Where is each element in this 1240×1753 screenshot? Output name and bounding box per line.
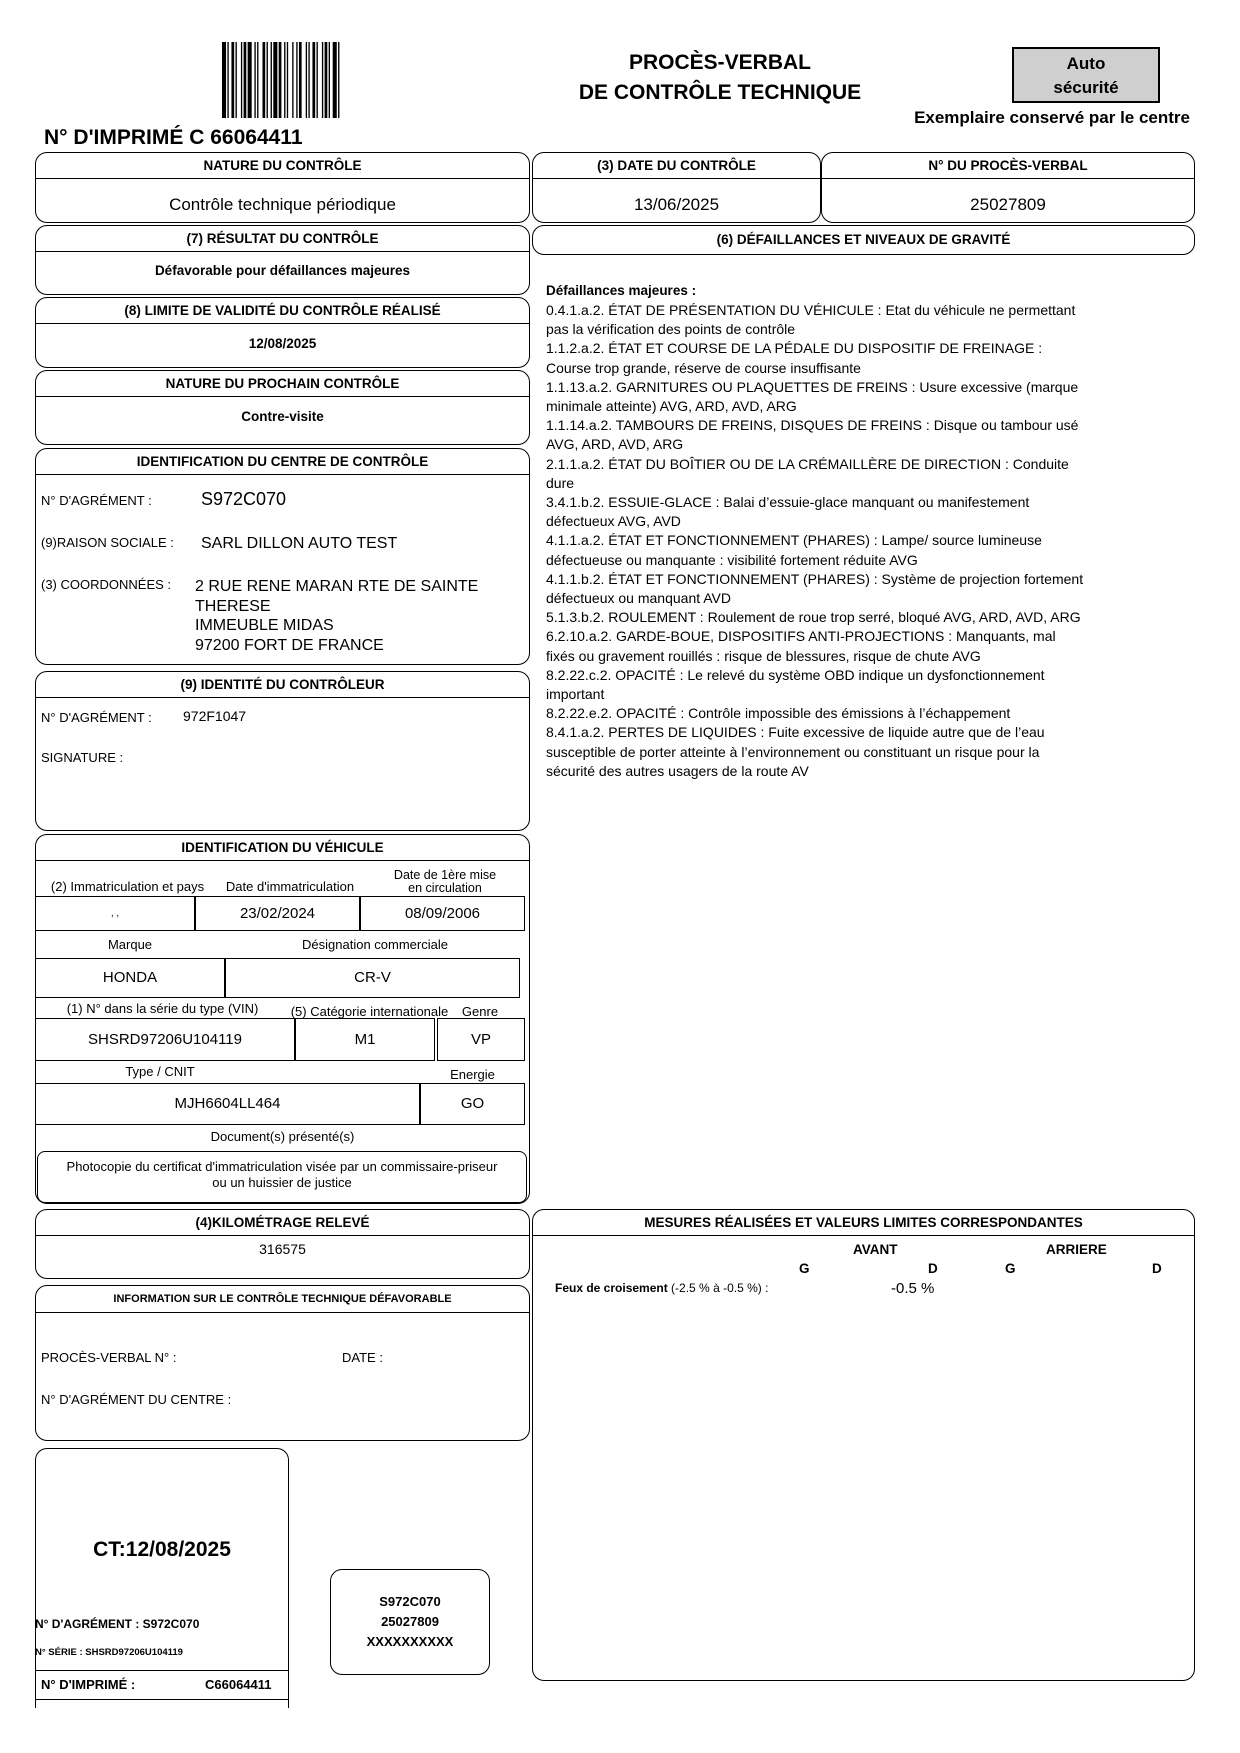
prochain-value: Contre-visite: [241, 409, 324, 424]
docs-line-2: ou un huissier de justice: [212, 1175, 352, 1190]
defaillance-line: défectueuse ou manquante : visibilité fortement réduite AVG: [546, 551, 918, 568]
document-title: [540, 48, 900, 108]
pv-number-value: 25027809: [970, 195, 1046, 214]
coord-line-4: 97200 FORT DE FRANCE: [195, 636, 384, 654]
coord-line-2: THERESE: [195, 597, 271, 615]
mesures-avant: AVANT: [853, 1242, 898, 1257]
defaillance-line: important: [546, 686, 605, 703]
date-controle-box: [532, 152, 821, 223]
controleur-box: [35, 671, 530, 831]
defaillances-list: [546, 301, 1186, 781]
date-immat-value: 23/02/2024: [239, 905, 316, 922]
feux-limits: (-2.5 % à -0.5 %) :: [667, 1281, 769, 1295]
date-immat-label: Date d'immatriculation: [225, 879, 355, 894]
defaillance-line: 4.1.1.a.2. ÉTAT ET FONCTIONNEMENT (PHARES) : Lampe/ source lumineuse: [546, 532, 1042, 549]
designation-value: CR-V: [354, 969, 391, 986]
centre-raison-value: SARL DILLON AUTO TEST: [201, 535, 398, 552]
centre-raison-label: (9)RAISON SOCIALE :: [41, 535, 174, 550]
date-1ere-value: 08/09/2006: [404, 905, 481, 922]
centre-coord-label: (3) COORDONNÉES :: [41, 577, 172, 592]
type-label: Type / CNIT: [125, 1064, 195, 1079]
defaillance-line: 8.2.22.e.2. OPACITÉ : Contrôle impossible des émissions à l’échappement: [546, 705, 1011, 722]
defaillance-line: défectueux AVG, AVD: [546, 513, 681, 530]
stamp-line-3: XXXXXXXXXX: [366, 1634, 454, 1649]
designation-field: [225, 958, 520, 998]
nature-box: [35, 152, 530, 223]
nature-header: NATURE DU CONTRÔLE: [36, 153, 529, 179]
defaillance-line: 0.4.1.a.2. ÉTAT DE PRÉSENTATION DU VÉHICULE : Etat du véhicule ne permettant: [546, 302, 1076, 318]
kilometrage-header: (4)KILOMÉTRAGE RELEVÉ: [36, 1210, 529, 1236]
defaillances-title: Défaillances majeures :: [546, 283, 697, 298]
categorie-field: [295, 1018, 435, 1061]
type-value: MJH6604LL464: [174, 1095, 281, 1112]
title-line-1: PROCÈS-VERBAL: [628, 51, 812, 74]
mesures-arriere-d: D: [1152, 1261, 1162, 1276]
info-date-label: DATE :: [342, 1350, 383, 1365]
defaillance-line: 8.4.1.a.2. PERTES DE LIQUIDES : Fuite excessive de liquide autre que de l’eau: [546, 724, 1045, 741]
defaillance-line: 8.2.22.c.2. OPACITÉ : Le relevé du système OBD indique un dysfonctionnement: [546, 666, 1045, 683]
info-agrement-label: N° D'AGRÉMENT DU CENTRE :: [41, 1392, 232, 1407]
barcode: [222, 42, 422, 118]
resultat-header: (7) RÉSULTAT DU CONTRÔLE: [36, 226, 529, 252]
defaillance-line: 1.1.2.a.2. ÉTAT ET COURSE DE LA PÉDALE DU DISPOSITIF DE FREINAGE :: [546, 340, 1043, 357]
defaillance-line: 5.1.3.b.2. ROULEMENT : Roulement de roue trop serré, bloqué AVG, ARD, AVD, ARG: [546, 609, 1081, 626]
date-controle-value: 13/06/2025: [633, 195, 720, 214]
categorie-value: M1: [354, 1031, 376, 1048]
centre-agrement-label: N° D'AGRÉMENT :: [41, 493, 152, 508]
marque-value: HONDA: [102, 969, 158, 986]
defaillance-line: sécurité des autres usagers de la route AV: [546, 762, 809, 779]
vin-label: (1) N° dans la série du type (VIN): [66, 1001, 259, 1016]
date-1ere-label-1: Date de 1ère mise: [393, 868, 497, 882]
centre-agrement-value: S972C070: [201, 489, 287, 509]
date-controle-header: (3) DATE DU CONTRÔLE: [533, 153, 820, 179]
vin-value: SHSRD97206U104119: [88, 1031, 242, 1048]
pv-number-box: [821, 152, 1195, 223]
defaillance-line: minimale atteinte) AVG, ARD, AVD, ARG: [546, 398, 797, 415]
defaillance-line: pas la vérification des points de contrôle: [546, 321, 796, 338]
nature-value: Contrôle technique périodique: [169, 195, 396, 214]
defaillance-line: 4.1.1.b.2. ÉTAT ET FONCTIONNEMENT (PHARES) : Système de projection fortement: [546, 570, 1084, 587]
limite-value: 12/08/2025: [248, 336, 317, 351]
mesures-header: MESURES RÉALISÉES ET VALEURS LIMITES CORRESPONDANTES: [533, 1210, 1194, 1236]
type-field: [35, 1083, 420, 1125]
mesures-arriere: ARRIERE: [1046, 1242, 1107, 1257]
info-pv-label: PROCÈS-VERBAL N° :: [41, 1350, 177, 1365]
genre-label: Genre: [461, 1004, 499, 1019]
feux-label: Feux de croisement: [555, 1281, 668, 1295]
energie-field: [420, 1083, 525, 1125]
limite-box: [35, 297, 530, 368]
vignette-imprime-label: N° D'IMPRIMÉ :: [41, 1677, 136, 1692]
kilometrage-value: 316575: [259, 1241, 306, 1257]
date-1ere-label: [360, 869, 530, 895]
energie-label: Energie: [450, 1067, 495, 1082]
vignette-ct-date: CT:12/08/2025: [93, 1538, 231, 1561]
docs-line-1: Photocopie du certificat d'immatriculation visée par un commissaire-priseur: [66, 1159, 498, 1174]
coord-line-3: IMMEUBLE MIDAS: [195, 617, 334, 634]
defaillance-line: dure: [546, 474, 575, 491]
genre-field: [437, 1018, 525, 1061]
docs-field: [37, 1151, 527, 1203]
immat-field: [35, 896, 195, 931]
signature-label: SIGNATURE :: [41, 750, 124, 765]
centre-header: IDENTIFICATION DU CENTRE DE CONTRÔLE: [36, 449, 529, 475]
defaillance-line: défectueux ou manquant AVD: [546, 590, 731, 607]
immat-value: , ,: [110, 908, 120, 919]
exemplaire-note: Exemplaire conservé par le centre: [914, 108, 1190, 127]
feux-row: [555, 1281, 768, 1295]
kilometrage-box: [35, 1209, 530, 1279]
vehicule-header: IDENTIFICATION DU VÉHICULE: [36, 835, 529, 861]
stamp-line-2: 25027809: [381, 1614, 439, 1629]
vin-field: [35, 1018, 295, 1061]
defaillance-line: 6.2.10.a.2. GARDE-BOUE, DISPOSITIFS ANTI-PROJECTIONS : Manquants, mal: [546, 628, 1056, 645]
prochain-box: [35, 370, 530, 445]
defaillance-line: susceptible de porter atteinte à l’environnement ou constituant un risque pour la: [546, 743, 1040, 760]
date-1ere-label-2: en circulation: [408, 881, 482, 895]
genre-value: VP: [470, 1031, 491, 1048]
defaillances-header: (6) DÉFAILLANCES ET NIVEAUX DE GRAVITÉ: [716, 232, 1011, 247]
coord-line-1: 2 RUE RENE MARAN RTE DE SAINTE: [195, 578, 479, 595]
docs-label: Document(s) présenté(s): [210, 1129, 355, 1144]
marque-label: Marque: [107, 937, 153, 952]
mesures-avant-g: G: [799, 1261, 810, 1276]
defaillance-line: AVG, ARD, AVD, ARG: [546, 436, 684, 453]
designation-label: Désignation commerciale: [302, 937, 448, 952]
defaillance-line: fixés ou gravement rouillés : risque de blessures, risque de chute AVG: [546, 647, 981, 664]
vignette-box: [35, 1448, 289, 1708]
date-immat-field: [195, 896, 360, 931]
resultat-value: Défavorable pour défaillances majeures: [154, 263, 411, 278]
controleur-agrement-value: 972F1047: [183, 708, 247, 724]
date-1ere-field: [360, 896, 525, 931]
stamp-line-1: S972C070: [379, 1594, 441, 1609]
brand-box: [1012, 47, 1160, 103]
vignette-serie: N° SÉRIE : SHSRD97206U104119: [35, 1647, 183, 1658]
mesures-arriere-g: G: [1005, 1261, 1016, 1276]
energie-value: GO: [460, 1095, 485, 1112]
resultat-box: [35, 225, 530, 295]
defaillances-header-box: [532, 225, 1195, 255]
prochain-header: NATURE DU PROCHAIN CONTRÔLE: [36, 371, 529, 397]
controleur-header: (9) IDENTITÉ DU CONTRÔLEUR: [36, 672, 529, 698]
vignette-agrement: N° D'AGRÉMENT : S972C070: [35, 1617, 200, 1631]
centre-coord-block: [195, 577, 478, 655]
mesures-box: [532, 1209, 1195, 1681]
mesures-avant-d: D: [928, 1261, 938, 1276]
categorie-label: (5) Catégorie internationale: [290, 1004, 449, 1019]
pv-number-header: N° DU PROCÈS-VERBAL: [822, 153, 1194, 179]
brand-line-2: sécurité: [1053, 78, 1119, 97]
marque-field: [35, 958, 225, 998]
defaillance-line: 1.1.13.a.2. GARNITURES OU PLAQUETTES DE FREINS : Usure excessive (marque: [546, 378, 1079, 395]
info-defavorable-header: INFORMATION SUR LE CONTRÔLE TECHNIQUE DÉFAVORABLE: [36, 1286, 529, 1313]
defaillance-line: 1.1.14.a.2. TAMBOURS DE FREINS, DISQUES DE FREINS : Disque ou tambour usé: [546, 417, 1079, 434]
immat-label: (2) Immatriculation et pays: [50, 879, 205, 894]
feux-value: -0.5 %: [891, 1280, 935, 1297]
defaillance-line: 2.1.1.a.2. ÉTAT DU BOÎTIER OU DE LA CRÉMAILLÈRE DE DIRECTION : Conduite: [546, 455, 1069, 472]
limite-header: (8) LIMITE DE VALIDITÉ DU CONTRÔLE RÉALISÉ: [36, 298, 529, 324]
info-defavorable-box: [35, 1285, 530, 1441]
brand-line-1: Auto: [1066, 54, 1106, 73]
stamp-box: [330, 1569, 490, 1675]
vignette-imprime-row: [35, 1670, 289, 1700]
controleur-agrement-label: N° D'AGRÉMENT :: [41, 710, 152, 725]
vignette-imprime-value: C66064411: [205, 1677, 272, 1692]
defaillance-line: 3.4.1.b.2. ESSUIE-GLACE : Balai d’essuie-glace manquant ou manifestement: [546, 494, 1030, 511]
centre-box: [35, 448, 530, 665]
title-line-2: DE CONTRÔLE TECHNIQUE: [578, 81, 862, 104]
imprime-number: N° D'IMPRIMÉ C 66064411: [44, 126, 303, 149]
defaillance-line: Course trop grande, réserve de course insuffisante: [546, 359, 861, 376]
